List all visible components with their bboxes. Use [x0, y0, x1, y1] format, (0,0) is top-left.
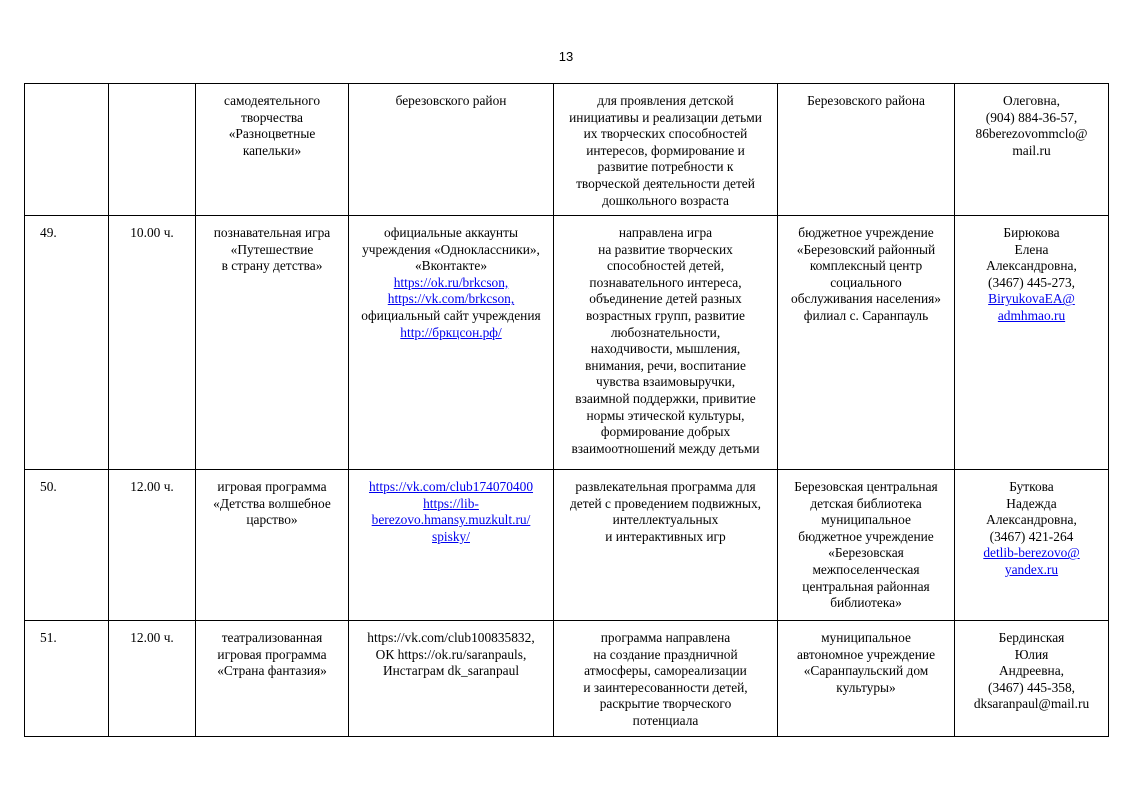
cell-time [109, 84, 196, 216]
email-link[interactable]: admhmao.ru [997, 307, 1066, 323]
cell-number: 50. [25, 470, 109, 621]
cell-time: 12.00 ч. [109, 470, 196, 621]
cell-event-name: игровая программа «Детства волшебное царство» [196, 470, 349, 621]
cell-time: 12.00 ч. [109, 621, 196, 737]
cell-event-name: познавательная игра «Путешествие в страну детства» [196, 216, 349, 470]
cell-platform [349, 470, 554, 621]
cell-organizer: Березовская центральная детская библиотека муниципальное бюджетное учреждение «Березовская межпоселенческая центральная районная библиотека» [778, 470, 955, 621]
library-site-link[interactable]: berezovo.hmansy.muzkult.ru/ [371, 512, 531, 528]
cell-time: 10.00 ч. [109, 216, 196, 470]
table-row [25, 84, 1109, 216]
cell-event-name: самодеятельного творчества «Разноцветные капельки» [196, 84, 349, 216]
cell-platform: https://vk.com/club100835832, ОК https://ok.ru/saranpauls, Инстаграм dk_saranpaul [349, 621, 554, 737]
cell-organizer: Березовского района [778, 84, 955, 216]
email-link[interactable]: BiryukovaEA@ [988, 291, 1075, 307]
library-site-link[interactable]: spisky/ [432, 528, 470, 544]
table-row [25, 470, 1109, 621]
table-row [25, 216, 1109, 470]
table-row [25, 621, 1109, 737]
vk-link[interactable]: https://vk.com/club174070400 [368, 479, 534, 494]
cell-number [25, 84, 109, 216]
cell-description: программа направлена на создание праздничной атмосферы, самореализации и заинтересованности детей, раскрытие творческого потенциала [554, 621, 778, 737]
cell-description: для проявления детской инициативы и реализации детьми их творческих способностей интересов, формирование и развитие потребности к творческой деятельности детей дошкольного возраста [554, 84, 778, 216]
email-link[interactable]: yandex.ru [1004, 561, 1059, 577]
cell-contact: Бирюкова Елена Александровна, (3467) 445-273, BiryukovaEA@ admhmao.ru [955, 216, 1109, 470]
cell-platform: официальные аккаунты учреждения «Одноклассники», «Вконтакте» https://ok.ru/brkcson, https://vk.com/brkcson, официальный сайт учреждения http://бркцсон.рф/ [349, 216, 554, 470]
cell-contact: Буткова Надежда Александровна, (3467) 421-264 detlib-berezovo@ yandex.ru [955, 470, 1109, 621]
website-link[interactable]: http://бркцсон.рф/ [400, 324, 502, 340]
cell-platform: березовского район [349, 84, 554, 216]
cell-event-name: театрализованная игровая программа «Страна фантазия» [196, 621, 349, 737]
library-site-link[interactable]: https://lib- [423, 495, 479, 511]
ok-link[interactable]: https://ok.ru/brkcson, [393, 274, 509, 290]
cell-organizer: муниципальное автономное учреждение «Саранпаульский дом культуры» [778, 621, 955, 737]
cell-contact: Олеговна, (904) 884-36-57, 86berezovommclo@ mail.ru [955, 84, 1109, 216]
cell-contact: Бердинская Юлия Андреевна, (3467) 445-358, dksaranpaul@mail.ru [955, 621, 1109, 737]
email-link[interactable]: detlib-berezovo@ [983, 545, 1080, 561]
events-table [24, 83, 1109, 737]
cell-description: развлекательная программа для детей с проведением подвижных, интеллектуальных и интерактивных игр [554, 470, 778, 621]
cell-number: 49. [25, 216, 109, 470]
cell-description: направлена игра на развитие творческих способностей детей, познавательного интереса, объединение детей разных возрастных групп, развитие любознательности, находчивости, мышления, внимания, речи, воспитание чувства взаимовыручки, взаимной поддержки, привитие нормы этической культуры, формирование добрых взаимоотношений между детьми [554, 216, 778, 470]
cell-organizer: бюджетное учреждение «Березовский районный комплексный центр социального обслуживания населения» филиал с. Саранпауль [778, 216, 955, 470]
cell-number: 51. [25, 621, 109, 737]
page-number: 13 [558, 49, 574, 64]
vk-link[interactable]: https://vk.com/brkcson, [387, 291, 515, 307]
